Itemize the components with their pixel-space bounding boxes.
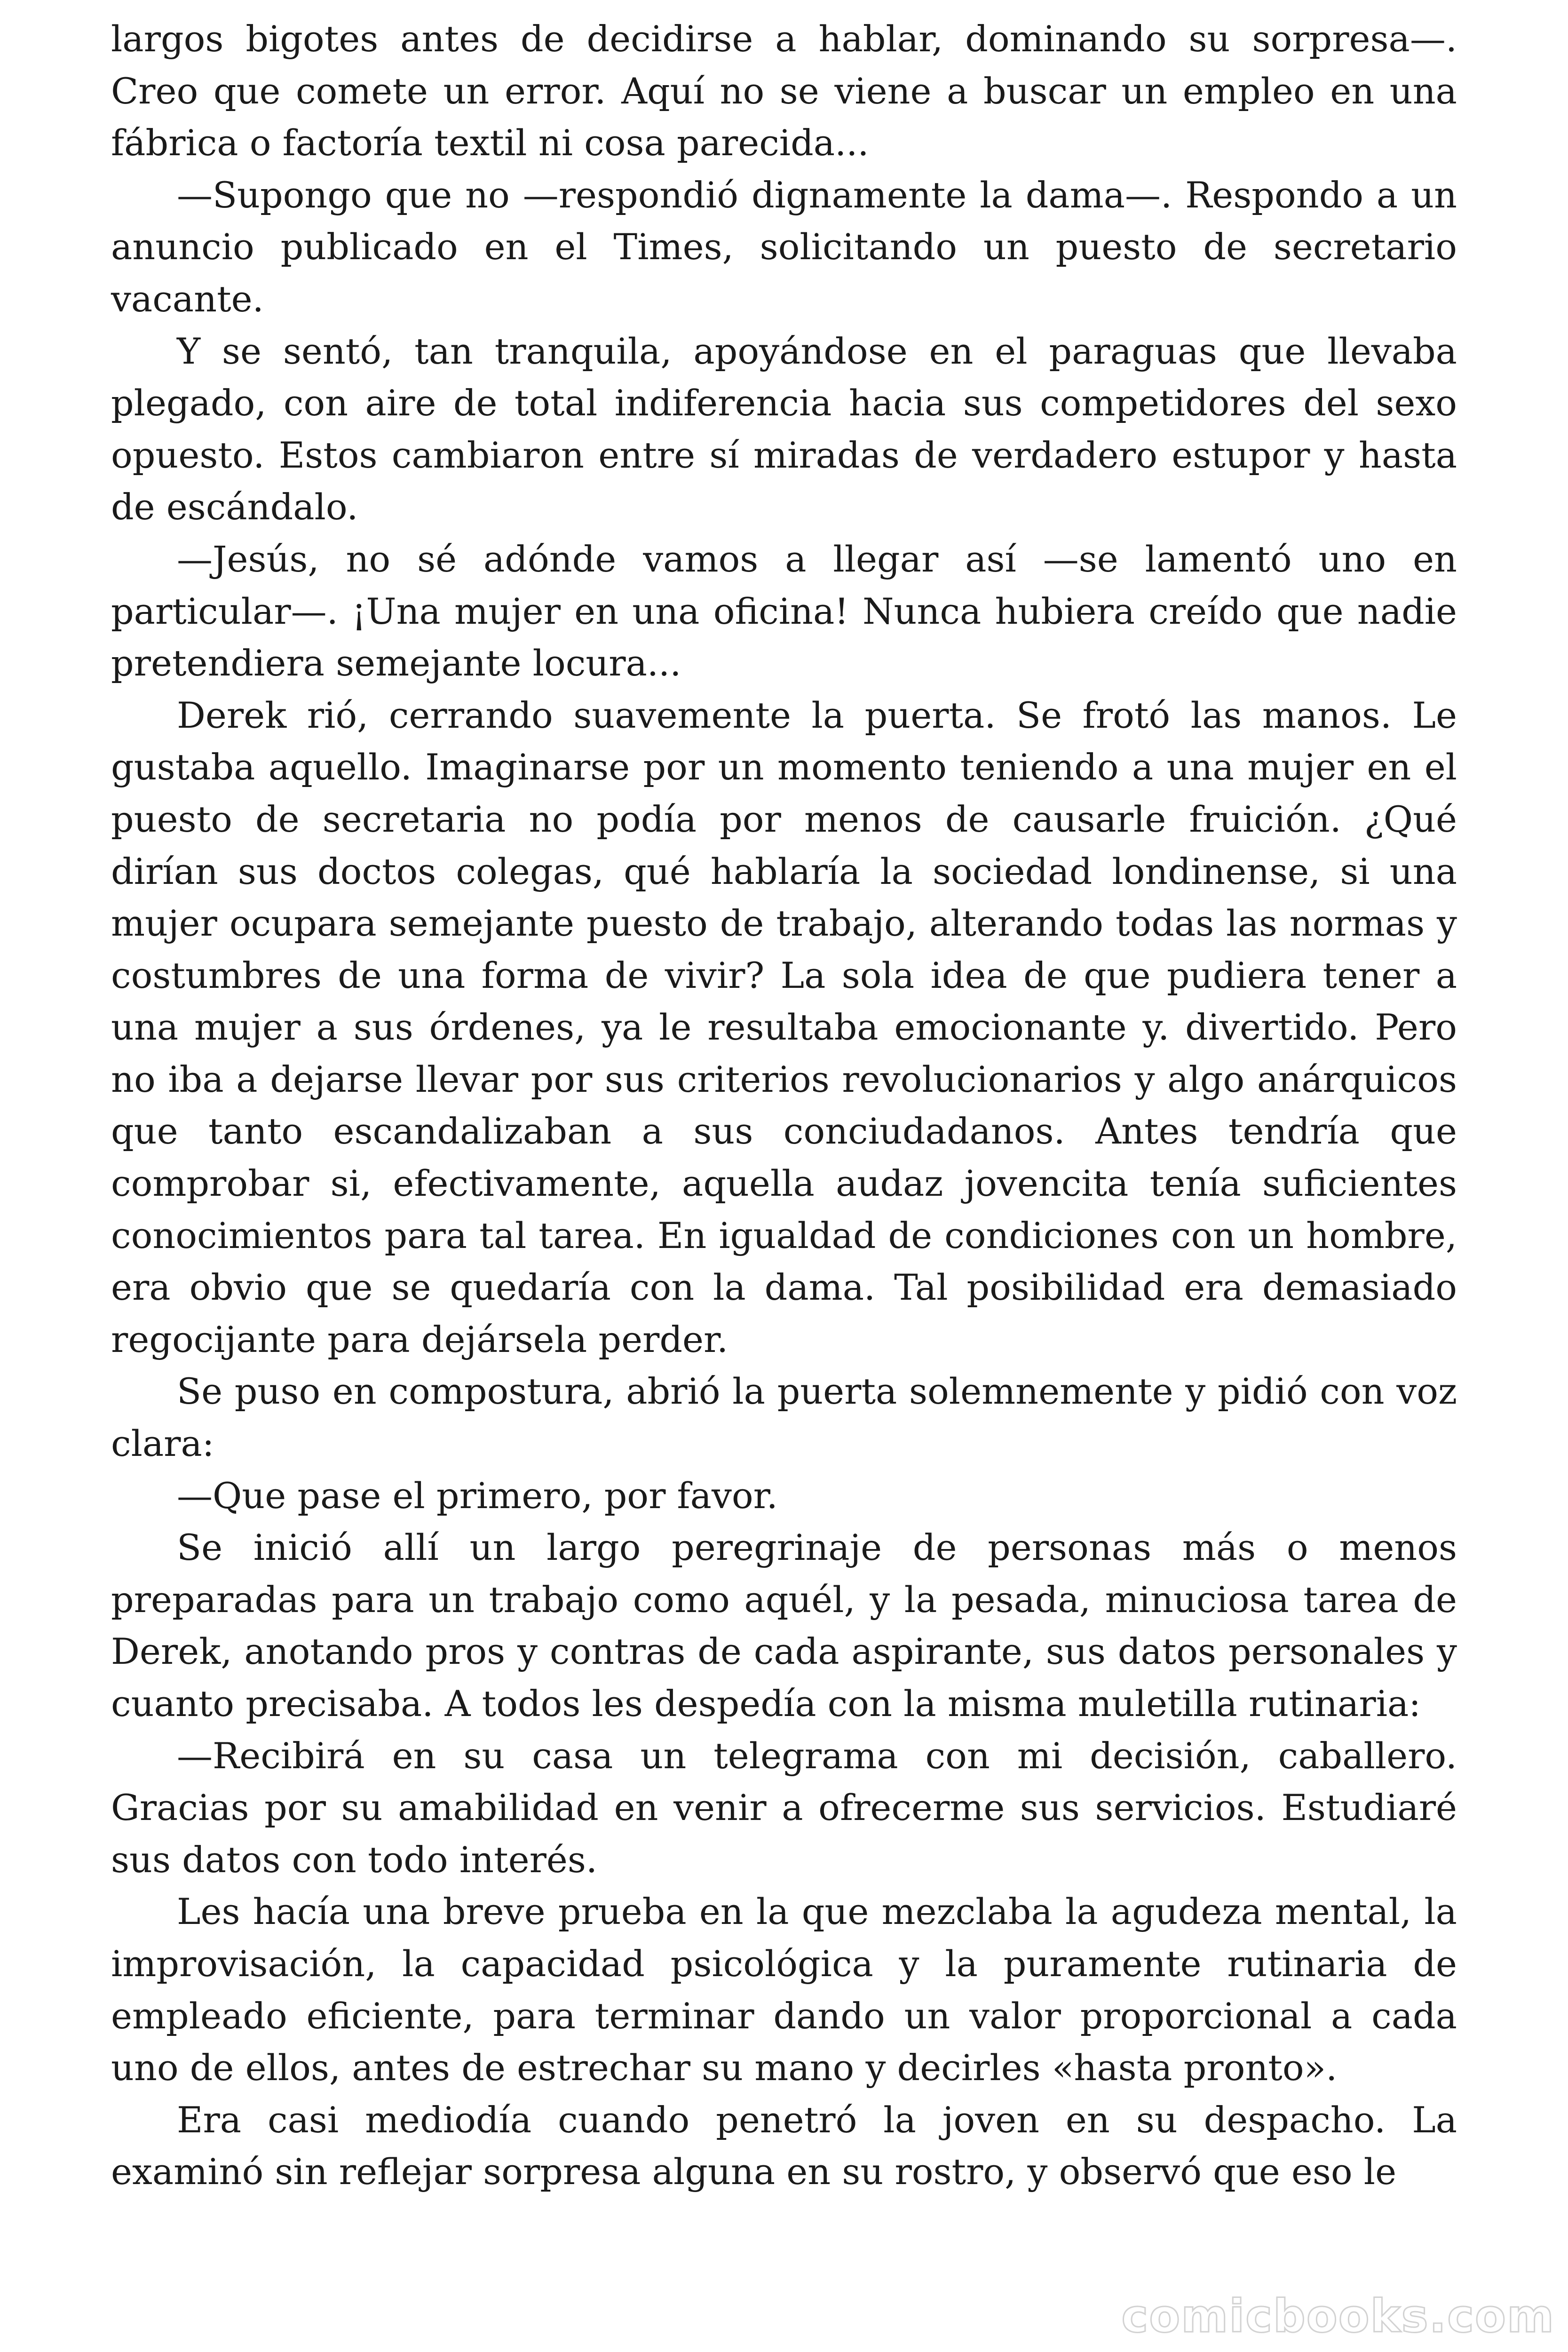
paragraph-2: —Supongo que no —respondió dignamente la dama—. Respondo a un anuncio publicado en el Times, solicitando un puesto de secretario vacante. — [111, 174, 1457, 320]
paragraph-3: Y se sentó, tan tranquila, apoyándose en el paraguas que llevaba plegado, con aire de total indiferencia hacia sus competidores del sexo opuesto. Estos cambiaron entre sí miradas de verdadero estupor y hasta de escándalo. — [111, 330, 1457, 528]
body-text — [111, 13, 1457, 2198]
paragraph-8: Se inició allí un largo peregrinaje de personas más o menos preparadas para un trabajo como aquél, y la pesada, minuciosa tarea de Derek, anotando pros y contras de cada aspirante, sus datos personales y cuanto precisaba. A todos les despedía con la misma muletilla rutinaria: — [111, 1526, 1457, 1724]
paragraph-1: largos bigotes antes de decidirse a hablar, dominando su sorpresa—. Creo que comete un error. Aquí no se viene a buscar un empleo en una fábrica o factoría textil ni cosa parecida... — [111, 18, 1457, 164]
paragraph-4: —Jesús, no sé adónde vamos a llegar así —se lamentó uno en particular—. ¡Una mujer en una oficina! Nunca hubiera creído que nadie pretendiera semejante locura... — [111, 538, 1457, 684]
paragraph-9: —Recibirá en su casa un telegrama con mi decisión, caballero. Gracias por su amabilidad en venir a ofrecerme sus servicios. Estudiaré sus datos con todo interés. — [111, 1734, 1457, 1881]
paragraph-10: Les hacía una breve prueba en la que mezclaba la agudeza mental, la improvisación, la capacidad psicológica y la puramente rutinaria de empleado eficiente, para terminar dando un valor proporcional a cada uno de ellos, antes de estrechar su mano y decirles «hasta pronto». — [111, 1891, 1457, 2089]
paragraph-5: Derek rió, cerrando suavemente la puerta. Se frotó las manos. Le gustaba aquello. Imaginarse por un momento teniendo a una mujer en el puesto de secretaria no podía por menos de causarle fruición. ¿Qué dirían sus doctos colegas, qué hablaría la sociedad londinense, si una mujer ocupara semejante puesto de trabajo, alterando todas las normas y costumbres de una forma de vivir? La sola idea de que pudiera tener a una mujer a sus órdenes, ya le resultaba emocionante y. divertido. Pero no iba a dejarse llevar por sus criterios revolucionarios y algo anárquicos que tanto escandalizaban a sus conciudadanos. Antes tendría que comprobar si, efectivamente, aquella audaz jovencita tenía suficientes conocimientos para tal tarea. En igualdad de condiciones con un hombre, era obvio que se quedaría con la dama. Tal posibilidad era demasiado regocijante para dejársela perder. — [111, 694, 1457, 1360]
watermark: comicbooks.com — [1121, 2290, 1555, 2343]
paragraph-6: Se puso en compostura, abrió la puerta solemnemente y pidió con voz clara: — [111, 1370, 1457, 1465]
paragraph-7: —Que pase el primero, por favor. — [177, 1474, 778, 1517]
paragraph-11: Era casi mediodía cuando penetró la joven en su despacho. La examinó sin reflejar sorpresa alguna en su rostro, y observó que eso le — [111, 2098, 1457, 2193]
